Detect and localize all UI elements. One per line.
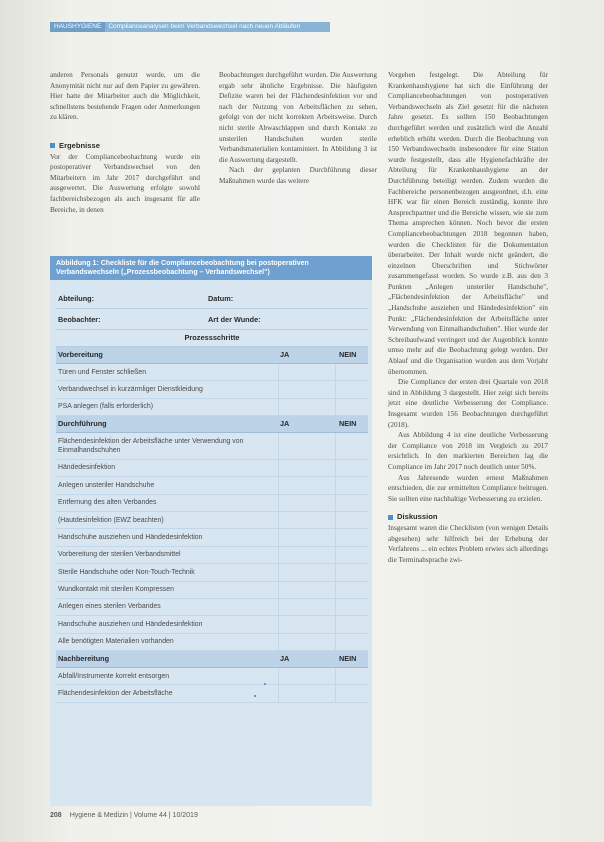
ja-cell <box>279 512 336 528</box>
checklist-item-label: Alle benötigten Materialien vorhanden <box>56 634 279 650</box>
header-subtitle: Complianceanalysen beim Verbandswechsel nach neuen Abläufen <box>108 23 301 30</box>
checklist-sections <box>56 347 368 703</box>
nein-cell <box>336 529 368 545</box>
ja-cell <box>279 685 336 701</box>
checklist-row <box>56 582 368 599</box>
checklist-row <box>56 477 368 494</box>
ja-cell <box>279 433 336 459</box>
section-name: Durchführung <box>58 419 107 429</box>
nein-cell <box>336 547 368 563</box>
ja-header: JA <box>280 419 290 429</box>
section-heading-diskussion: Diskussion <box>388 512 548 523</box>
checklist-row <box>56 512 368 529</box>
ja-cell <box>279 381 336 397</box>
checklist-item-label: Verbandwechsel in kurzärmliger Dienstkleidung <box>56 381 279 397</box>
meta-row-1 <box>56 288 368 309</box>
section-row-vorbereitung <box>56 347 368 364</box>
checklist-item-label: Abfall/Instrumente korrekt entsorgen <box>56 668 279 684</box>
paragraph: Nach der geplanten Durchführung dieser Maßnahmen wurde das weitere <box>219 166 377 185</box>
header-tag: HAUSHYGIENE <box>50 22 105 32</box>
nein-cell <box>336 685 368 701</box>
checklist-item-label: Handschuhe ausziehen und Händedesinfektion <box>56 529 279 545</box>
checklist-row <box>56 381 368 398</box>
nein-cell <box>336 582 368 598</box>
section-row-nachbereitung <box>56 651 368 668</box>
nein-cell <box>336 599 368 615</box>
checklist-row <box>56 564 368 581</box>
datum-label: Datum: <box>208 293 234 303</box>
ja-cell <box>279 582 336 598</box>
checklist-item-label: Flächendesinfektion der Arbeitsfläche unter Verwendung von Einmalhandschuhen <box>56 433 279 459</box>
ja-cell <box>279 460 336 476</box>
ja-cell <box>279 547 336 563</box>
ja-cell <box>279 564 336 580</box>
nein-cell <box>336 399 368 415</box>
checklist-item-label: (Hautdesinfektion (EWZ beachten) <box>56 512 279 528</box>
paragraph: Beobachtungen durchgeführt wurden. Die Auswertung ergab sehr ähnliche Ergebnisse. Die häufigsten Defizite waren bei der Flächendesinfektion vor und nach der Nutzung von Arbeitsflächen zu sehen, gefolgt von der nicht korrekten Arbeitsweise. Durch nicht sterile Abwaschlappen und durch Kontakt zu unsterilen Handschuhen wurden sterile Verbandsmaterialien kontaminiert. In Abbildung 3 ist die Auswertung dargestellt. <box>219 71 377 164</box>
checklist-row <box>56 685 368 702</box>
checklist-row <box>56 668 368 685</box>
checklist-item-label: Sterile Handschuhe oder Non-Touch-Technik <box>56 564 279 580</box>
nein-cell <box>336 495 368 511</box>
page-footer <box>50 812 198 819</box>
scan-speck <box>264 683 266 685</box>
text-column-2 <box>219 70 377 187</box>
prozessschritte-heading: Prozessschritte <box>56 330 368 347</box>
ja-cell <box>279 399 336 415</box>
paragraph: Insgesamt waren die Checklisten (von wenigen Details abgesehen) sehr hilfreich bei der Erhebung der Verfahrens ... ein echtes Problem erwies sich allerdings die Terminabsprache zwi- <box>388 523 548 564</box>
checklist-row <box>56 399 368 416</box>
beobachter-label: Beobachter: <box>58 314 101 324</box>
checklist-row <box>56 547 368 564</box>
scan-speck <box>254 695 256 697</box>
nein-header: NEIN <box>339 419 357 429</box>
nein-header: NEIN <box>339 654 357 664</box>
ja-cell <box>279 634 336 650</box>
nein-cell <box>336 564 368 580</box>
text-column-3 <box>388 70 548 565</box>
square-bullet-icon <box>388 515 393 520</box>
checklist-item-label: Vorbereitung der sterilen Verbandsmittel <box>56 547 279 563</box>
journal-info: Hygiene & Medizin | Volume 44 | 10/2019 <box>69 812 198 819</box>
nein-cell <box>336 616 368 632</box>
section-name: Vorbereitung <box>58 350 103 359</box>
art-der-wunde-label: Art der Wunde: <box>208 314 261 324</box>
nein-header: NEIN <box>339 350 357 359</box>
text-column-1 <box>50 70 200 215</box>
figure-title: Abbildung 1: Checkliste für die Compliancebeobachtung bei postoperativen Verbandswechseln („Prozessbeobachtung – Verbandswechsel") <box>50 256 372 280</box>
checklist-item-label: PSA anlegen (falls erforderlich) <box>56 399 279 415</box>
checklist-row <box>56 599 368 616</box>
ja-cell <box>279 616 336 632</box>
nein-cell <box>336 460 368 476</box>
nein-cell <box>336 512 368 528</box>
paragraph: Vorgehen festgelegt. Die Abteilung für Krankenhaushygiene hat sich die Einführung der Compliancebeobachtungen von postoperativen Verbandswechseln als Ziel gesetzt für die nächsten Jahre gesetzt. Es sollten 150 Beobachtungen durchgeführt werden und zusätzlich wird die Anzahl erheblich erhöht werden. Durch die Beobachtung von 150 Verbandswechseln insbesondere für eine Station wurde festgestellt, dass alle Hygienefachkräfte der Abteilung für Krankenhaushygiene an der Durchführung beteiligt werden. Zudem wurden die Fachbereiche personenbezogen ausgeordnet, d.h. eine HFK war für einen Bereich zuständig, konnte ihre Ansprechpartner und die Bereiche wissen, wie sie zum Thema ansprechen können. Noch bevor die ersten Compliancebeobachtungen 2018 begonnen haben, wurden die Checklisten für die Dokumentation überarbeitet. Der Inhalt wurde nicht geändert, die einzelnen Überschriften und Stichwörter zusammengefasst worden. So wurde z.B. aus den 3 Punkten „Anlegen unsteriler Handschuhe", „Flächendesinfektion der Arbeitsfläche" und „Handschuhe ausziehen und Händedesinfektion" ein Punkt: „Flächendesinfektion der Arbeitsfläche unter Verwendung von Einmalhandschuhen". Hier wurde der Schreibaufwand verringert und der Augenblick konnte umso mehr auf die Beobachtung gelegt werden. Der Ablauf und die Organisation wurden aus dem Vorjahr übernommen. <box>388 71 548 376</box>
nein-cell <box>336 634 368 650</box>
checklist-row <box>56 634 368 651</box>
checklist-row <box>56 529 368 546</box>
checklist-item-label: Anlegen eines sterilen Verbandes <box>56 599 279 615</box>
section-name: Nachbereitung <box>58 654 110 664</box>
checklist-item-label: Anlegen unsteriler Handschuhe <box>56 477 279 493</box>
page-number: 208 <box>50 812 62 819</box>
checklist-row <box>56 364 368 381</box>
checklist-item-label: Flächendesinfektion der Arbeitsfläche <box>56 685 279 701</box>
square-bullet-icon <box>50 143 55 148</box>
checklist-figure <box>50 256 372 806</box>
checklist-item-label: Händedesinfektion <box>56 460 279 476</box>
paragraph: Vor der Compliancebeobachtung wurde ein postoperativer Verbandswechsel von den Mitarbeitern im Jahr 2017 durchgeführt und ausgewertet. Die Auswertung erfolgte sowohl fachbereichsbezogen als auch insgesamt für alle Bereiche, in denen <box>50 152 200 214</box>
ja-cell <box>279 529 336 545</box>
checklist-item-label: Wundkontakt mit sterilen Kompressen <box>56 582 279 598</box>
checklist-row <box>56 616 368 633</box>
nein-cell <box>336 381 368 397</box>
nein-cell <box>336 668 368 684</box>
paragraph: Aus Abbildung 4 ist eine deutliche Verbesserung der Compliance von 2018 im Vergleich zu 2017 ersichtlich. In den markierten Bereichen lag die Compliance im Jahr 2017 noch deutlich unter 50%. <box>388 431 548 471</box>
paragraph: anderen Personals genutzt wurde, um die Anonymität nicht nur auf dem Papier zu gewähren. Hier hatte der Mitarbeiter auch die Möglichkeit, schnellstens bestehende Fragen oder Anmerkungen zu klären. <box>50 71 200 122</box>
checklist-row <box>56 433 368 460</box>
ja-header: JA <box>280 350 290 359</box>
checklist-item-label: Türen und Fenster schließen <box>56 364 279 380</box>
ja-header: JA <box>280 654 290 664</box>
running-header <box>50 22 330 32</box>
ja-cell <box>279 364 336 380</box>
ja-cell <box>279 477 336 493</box>
abteilung-label: Abteilung: <box>58 293 95 303</box>
ja-cell <box>279 495 336 511</box>
meta-row-2 <box>56 309 368 330</box>
ja-cell <box>279 668 336 684</box>
section-heading-ergebnisse: Ergebnisse <box>50 141 200 152</box>
checklist-table <box>56 288 368 703</box>
paragraph: Die Compliance der ersten drei Quartale von 2018 sind in Abbildung 3 dargestellt. Hier zeigt sich bereits jetzt eine deutliche Verbesserung der Compliance. Insgesamt wurden 156 Beobachtungen durchgeführt (2018). <box>388 378 548 429</box>
nein-cell <box>336 364 368 380</box>
nein-cell <box>336 477 368 493</box>
ja-cell <box>279 599 336 615</box>
checklist-item-label: Handschuhe ausziehen und Händedesinfektion <box>56 616 279 632</box>
nein-cell <box>336 433 368 459</box>
checklist-item-label: Entfernung des alten Verbandes <box>56 495 279 511</box>
checklist-row <box>56 495 368 512</box>
checklist-row <box>56 460 368 477</box>
paragraph: Aus Jahresende wurden erneut Maßnahmen entschieden, die zur ermittelten Compliance beitrugen. Sie sollten eine nachhaltige Verbesserung zu erzielen. <box>388 473 548 503</box>
section-row-durchführung <box>56 416 368 433</box>
